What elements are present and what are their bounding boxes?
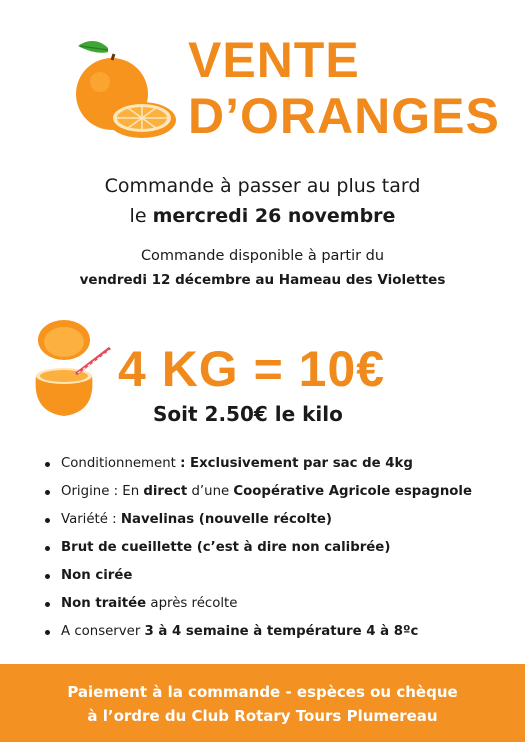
- feature-text: Variété :: [61, 512, 121, 527]
- feature-bold: direct: [143, 484, 188, 499]
- list-item: [42, 450, 472, 478]
- feature-bold: Brut de cueillette (c’est à dire non calibrée): [61, 540, 391, 555]
- title-line-2: D’ORANGES: [188, 88, 500, 144]
- list-item: [42, 534, 472, 562]
- availability-line-2: vendredi 12 décembre au Hameau des Violettes: [79, 272, 446, 288]
- footer-line-1: Paiement à la commande - espèces ou chèque: [67, 683, 458, 701]
- feature-bold: Non cirée: [61, 568, 133, 583]
- order-deadline-line-2: [0, 205, 525, 227]
- feature-text: Conditionnement: [61, 456, 181, 471]
- feature-bold: : Exclusivement par sac de 4kg: [180, 456, 413, 471]
- feature-bold: 3 à 4 semaine à température 4 à 8ºc: [144, 624, 419, 639]
- title-line-1: VENTE: [188, 32, 360, 88]
- features-list: [42, 450, 472, 646]
- list-item: [42, 618, 472, 646]
- list-item: [42, 562, 472, 590]
- order-deadline-line-1: Commande à passer au plus tard: [104, 175, 421, 197]
- page-title: [188, 32, 508, 144]
- list-item: [42, 506, 472, 534]
- price-headline: 4 KG = 10€: [118, 341, 386, 397]
- deadline-date: mercredi 26 novembre: [152, 205, 396, 227]
- feature-text: après récolte: [146, 596, 238, 611]
- orange-drink-icon: [32, 318, 116, 418]
- feature-bold: Coopérative Agricole espagnole: [233, 484, 472, 499]
- feature-text: A conserver: [61, 624, 145, 639]
- deadline-prefix: le: [129, 205, 153, 227]
- list-item: [42, 478, 472, 506]
- feature-bold: Navelinas (nouvelle récolte): [120, 512, 332, 527]
- feature-text: Origine : En: [61, 484, 144, 499]
- feature-bold: Non traitée: [61, 596, 147, 611]
- availability-line-1: Commande disponible à partir du: [140, 248, 385, 264]
- footer-line-2: à l’ordre du Club Rotary Tours Plumereau: [87, 707, 438, 725]
- list-item: [42, 590, 472, 618]
- feature-text: d’une: [187, 484, 234, 499]
- price-per-kilo: Soit 2.50€ le kilo: [153, 402, 343, 426]
- orange-with-slice-icon: [68, 38, 180, 142]
- payment-footer: [0, 664, 525, 742]
